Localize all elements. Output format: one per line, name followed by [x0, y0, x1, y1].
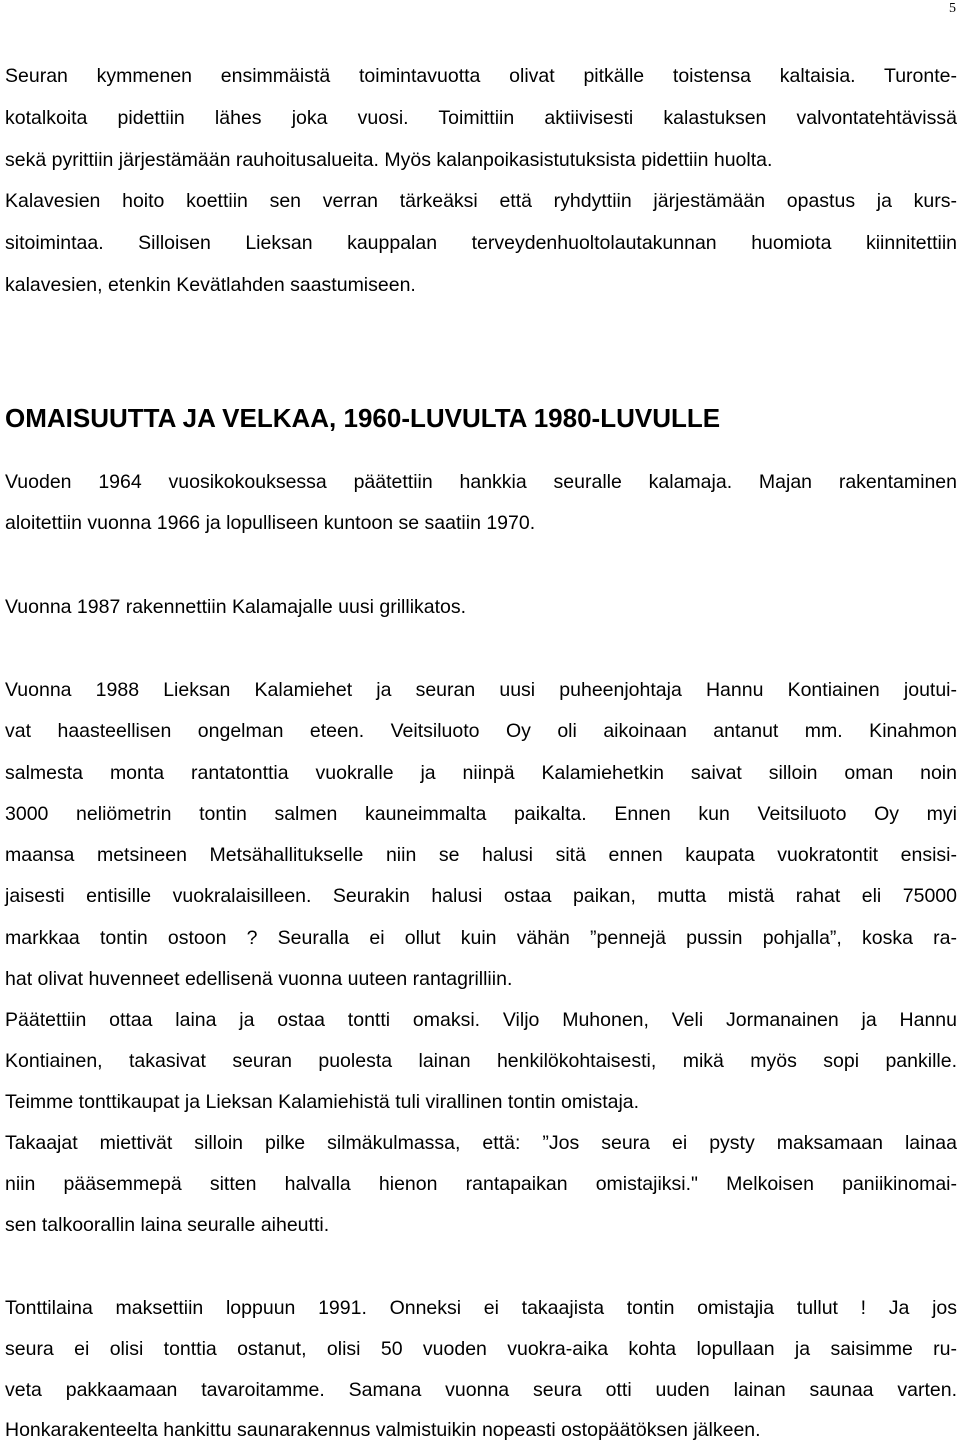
- text-line: Vuonna 1988 Lieksan Kalamiehet ja seuran uusi puheenjohtaja Hannu Kontiainen joutui-: [5, 679, 957, 701]
- text-line: seura ei olisi tonttia ostanut, olisi 50 vuoden vuokra-aika kohta lopullaan ja saisimme ru-: [5, 1338, 957, 1360]
- text-line: Vuoden 1964 vuosikokouksessa päätettiin hankkia seuralle kalamaja. Majan rakentaminen: [5, 471, 957, 493]
- text-line: niin pääsemmepä sitten halvalla hienon rantapaikan omistajiksi." Melkoisen paniikinomai-: [5, 1173, 957, 1195]
- text-line: Kontiainen, takasivat seuran puolesta lainan henkilökohtaisesti, mikä myös sopi pankille.: [5, 1050, 957, 1072]
- text-line: salmesta monta rantatonttia vuokralle ja niinpä Kalamiehetkin saivat silloin oman noin: [5, 762, 957, 784]
- text-line: Teimme tonttikaupat ja Lieksan Kalamiehistä tuli virallinen tontin omistaja.: [5, 1091, 640, 1113]
- text-line: 3000 neliömetrin tontin salmen kauneimmalta paikalta. Ennen kun Veitsiluoto Oy myi: [5, 803, 957, 825]
- text-line: jaisesti entisille vuokralaisilleen. Seurakin halusi ostaa paikan, mutta mistä rahat eli 75000: [5, 885, 957, 907]
- text-line: vat haasteellisen ongelman eteen. Veitsiluoto Oy oli aikoinaan antanut mm. Kinahmon: [5, 720, 957, 742]
- page-number: 5: [949, 1, 956, 16]
- text-line: markkaa tontin ostoon ? Seuralla ei ollut kuin vähän ”pennejä pussin pohjalla”, koska ra-: [5, 927, 957, 949]
- text-line: Honkarakenteelta hankittu saunarakennus valmistuikin nopeasti ostopäätöksen jälkeen.: [5, 1419, 761, 1441]
- text-line: Päätettiin ottaa laina ja ostaa tontti omaksi. Viljo Muhonen, Veli Jormanainen ja Hannu: [5, 1009, 957, 1031]
- text-line: Seuran kymmenen ensimmäistä toimintavuotta olivat pitkälle toistensa kaltaisia. Turonte-: [5, 65, 957, 87]
- text-line: kotalkoita pidettiin lähes joka vuosi. Toimittiin aktiivisesti kalastuksen valvontatehtävissä: [5, 107, 957, 129]
- text-line: aloitettiin vuonna 1966 ja lopulliseen kuntoon se saatiin 1970.: [5, 512, 536, 534]
- text-line: veta pakkaamaan tavaroitamme. Samana vuonna seura otti uuden lainan saunaa varten.: [5, 1379, 957, 1401]
- text-line: maansa metsineen Metsähallitukselle niin se halusi sitä ennen kaupata vuokratontit ensisi-: [5, 844, 957, 866]
- text-line: Takaajat miettivät silloin pilke silmäkulmassa, että: ”Jos seura ei pysty maksamaan lainaa: [5, 1132, 957, 1154]
- text-line: Kalavesien hoito koettiin sen verran tärkeäksi että ryhdyttiin järjestämään opastus ja kurs-: [5, 190, 957, 212]
- text-line: hat olivat huvenneet edellisenä vuonna uuteen rantagrilliin.: [5, 968, 513, 990]
- text-line: sitoimintaa. Silloisen Lieksan kauppalan terveydenhuoltolautakunnan huomiota kiinnitettiin: [5, 232, 957, 254]
- text-line: kalavesien, etenkin Kevätlahden saastumiseen.: [5, 274, 416, 296]
- text-line: sekä pyrittiin järjestämään rauhoitusalueita. Myös kalanpoikasistutuksista pidettiin huolta.: [5, 149, 773, 171]
- text-line: Vuonna 1987 rakennettiin Kalamajalle uusi grillikatos.: [5, 596, 467, 618]
- section-heading: OMAISUUTTA JA VELKAA, 1960-LUVULTA 1980-LUVULLE: [5, 403, 721, 433]
- text-line: sen talkoorallin laina seuralle aiheutti.: [5, 1214, 330, 1236]
- text-line: Tonttilaina maksettiin loppuun 1991. Onneksi ei takaajista tontin omistajia tullut ! Ja jos: [5, 1297, 957, 1319]
